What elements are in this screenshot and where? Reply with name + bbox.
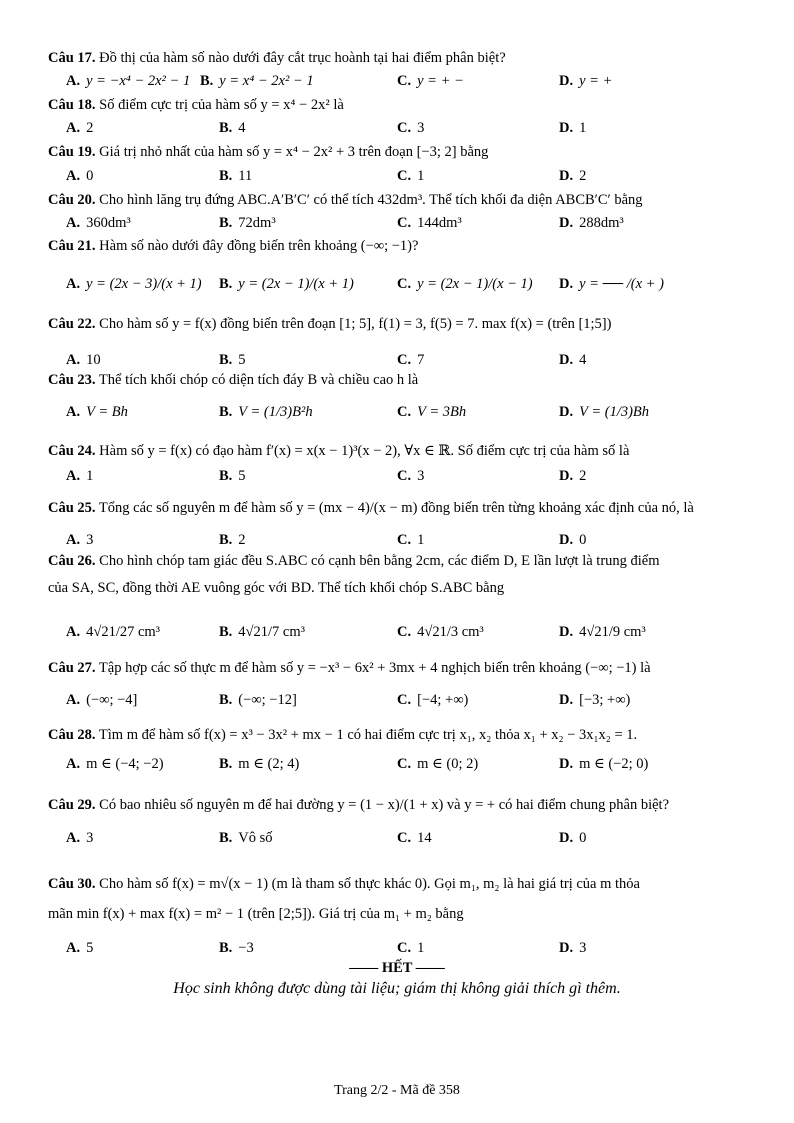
question-22: Câu 22. Cho hàm số y = f(x) đồng biến trên đoạn [1; 5], f(1) = 3, f(5) = 7. max f(x) = (trên [1;5]) xyxy=(48,316,612,332)
options-18 xyxy=(48,120,758,142)
question-19: Câu 19. Giá trị nhỏ nhất của hàm số y = x⁴ − 2x² + 3 trên đoạn [−3; 2] bằng xyxy=(48,144,489,160)
option-a: A. y = (2x − 3)/(x + 1) xyxy=(66,276,202,292)
question-30-line-2: mãn min f(x) + max f(x) = m² − 1 (trên [2;5]). Giá trị của m₁ + m₂ bằng xyxy=(48,906,464,922)
option-a: A. 1 xyxy=(66,468,94,484)
options-17 xyxy=(48,73,758,95)
end-mark: —— HẾT —— xyxy=(349,960,445,976)
question-30: Câu 30. Cho hàm số f(x) = m√(x − 1) (m là tham số thực khác 0). Gọi m₁, m₂ là hai giá trị của m thỏa xyxy=(48,876,640,892)
option-d: D. 4√21/9 cm³ xyxy=(559,624,646,640)
option-b: B. y = (2x − 1)/(x + 1) xyxy=(219,276,354,292)
question-26: Câu 26. Cho hình chóp tam giác đều S.ABC có cạnh bên bằng 2cm, các điểm D, E lần lượt là trung điểm xyxy=(48,553,660,569)
options-19 xyxy=(48,168,758,190)
page-number: Trang 2/2 - Mã đề 358 xyxy=(334,1083,460,1098)
option-d: D. 0 xyxy=(559,830,587,846)
option-d: D. 4 xyxy=(559,352,587,368)
footer-note: Học sinh không được dùng tài liệu; giám thị không giải thích gì thêm. xyxy=(173,980,621,997)
option-c: C. V = 3Bh xyxy=(397,404,467,420)
option-a: A. m ∈ (−4; −2) xyxy=(66,756,164,772)
options-30 xyxy=(48,940,758,962)
options-29 xyxy=(48,830,758,852)
option-b: B. 5 xyxy=(219,468,246,484)
option-c: C. 144dm³ xyxy=(397,215,462,231)
option-d: D. y = ── /(x + ) xyxy=(559,276,664,292)
option-d: D. 0 xyxy=(559,532,587,548)
option-d: D. 2 xyxy=(559,168,587,184)
option-c: C. 1 xyxy=(397,168,425,184)
option-c: C. 1 xyxy=(397,532,425,548)
option-b: B. 11 xyxy=(219,168,253,184)
option-d: D. [−3; +∞) xyxy=(559,692,631,708)
question-25: Câu 25. Tổng các số nguyên m để hàm số y = (mx − 4)/(x − m) đồng biến trên từng khoảng xác định của nó, là xyxy=(48,500,694,516)
option-a: A. 3 xyxy=(66,532,94,548)
option-d: D. y = + xyxy=(559,73,613,89)
option-d: D. 3 xyxy=(559,940,587,956)
option-a: A. 10 xyxy=(66,352,101,368)
option-a: A. y = −x⁴ − 2x² − 1 xyxy=(66,73,191,89)
option-b: B. 2 xyxy=(219,532,246,548)
question-text: Đồ thị của hàm số nào dưới đây cắt trục hoành tại hai điểm phân biệt? xyxy=(99,50,506,66)
option-b: B. 4 xyxy=(219,120,246,136)
option-b: B. 72dm³ xyxy=(219,215,276,231)
option-c: C. 1 xyxy=(397,940,425,956)
option-a: A. V = Bh xyxy=(66,404,128,420)
option-b: B. 5 xyxy=(219,352,246,368)
question-27: Câu 27. Tập hợp các số thực m để hàm số y = −x³ − 6x² + 3mx + 4 nghịch biến trên khoảng (−∞; −1) là xyxy=(48,660,651,676)
options-22 xyxy=(48,352,758,374)
option-b: B. 4√21/7 cm³ xyxy=(219,624,305,640)
option-c: C. 3 xyxy=(397,468,425,484)
options-23 xyxy=(48,404,758,426)
question-23: Câu 23. Thể tích khối chóp có diện tích đáy B và chiều cao h là xyxy=(48,372,419,388)
options-28 xyxy=(48,756,758,778)
option-a: A. 2 xyxy=(66,120,94,136)
question-24: Câu 24. Hàm số y = f(x) có đạo hàm f′(x) = x(x − 1)³(x − 2), ∀x ∈ ℝ. Số điểm cực trị của hàm số là xyxy=(48,443,630,459)
options-21 xyxy=(48,276,758,298)
option-c: C. m ∈ (0; 2) xyxy=(397,756,479,772)
option-d: D. 288dm³ xyxy=(559,215,624,231)
option-a: A. 0 xyxy=(66,168,94,184)
option-c: C. [−4; +∞) xyxy=(397,692,469,708)
question-17 xyxy=(48,50,758,67)
option-c: C. y = (2x − 1)/(x − 1) xyxy=(397,276,533,292)
option-b: B. (−∞; −12] xyxy=(219,692,297,708)
option-d: D. V = (1/3)Bh xyxy=(559,404,650,420)
option-c: C. 14 xyxy=(397,830,432,846)
option-d: D. 2 xyxy=(559,468,587,484)
options-27 xyxy=(48,692,758,714)
option-a: A. (−∞; −4] xyxy=(66,692,138,708)
question-26-line-2: của SA, SC, đồng thời AE vuông góc với BD. Thể tích khối chóp S.ABC bằng xyxy=(48,580,505,596)
option-b: B. Vô số xyxy=(219,830,273,846)
question-29: Câu 29. Có bao nhiêu số nguyên m để hai đường y = (1 − x)/(1 + x) và y = + có hai điểm chung phân biệt? xyxy=(48,797,670,813)
option-b: B. V = (1/3)B²h xyxy=(219,404,313,420)
option-b: B. −3 xyxy=(219,940,254,956)
question-28: Câu 28. Tìm m để hàm số f(x) = x³ − 3x² + mx − 1 có hai điểm cực trị x₁, x₂ thỏa x₁ + x₂ − 3x₁x₂ = 1. xyxy=(48,727,638,743)
option-b: B. m ∈ (2; 4) xyxy=(219,756,300,772)
question-18: Câu 18. Số điểm cực trị của hàm số y = x⁴ − 2x² là xyxy=(48,97,344,113)
question-20: Câu 20. Cho hình lăng trụ đứng ABC.A′B′C′ có thể tích 432dm³. Thể tích khối đa diện ABCB′C′ bằng xyxy=(48,192,643,208)
question-21: Câu 21. Hàm số nào dưới đây đồng biến trên khoảng (−∞; −1)? xyxy=(48,238,419,254)
option-b: B. y = x⁴ − 2x² − 1 xyxy=(200,73,314,89)
options-24 xyxy=(48,468,758,490)
option-c: C. 3 xyxy=(397,120,425,136)
option-d: D. m ∈ (−2; 0) xyxy=(559,756,649,772)
option-c: C. 4√21/3 cm³ xyxy=(397,624,484,640)
options-26 xyxy=(48,624,758,646)
option-a: A. 4√21/27 cm³ xyxy=(66,624,161,640)
options-20 xyxy=(48,215,758,237)
option-d: D. 1 xyxy=(559,120,587,136)
option-a: A. 360dm³ xyxy=(66,215,131,231)
option-c: C. 7 xyxy=(397,352,425,368)
question-number: Câu 17. xyxy=(48,50,96,66)
option-a: A. 3 xyxy=(66,830,94,846)
option-c: C. y = + − xyxy=(397,73,464,89)
option-a: A. 5 xyxy=(66,940,94,956)
options-25 xyxy=(48,532,758,554)
